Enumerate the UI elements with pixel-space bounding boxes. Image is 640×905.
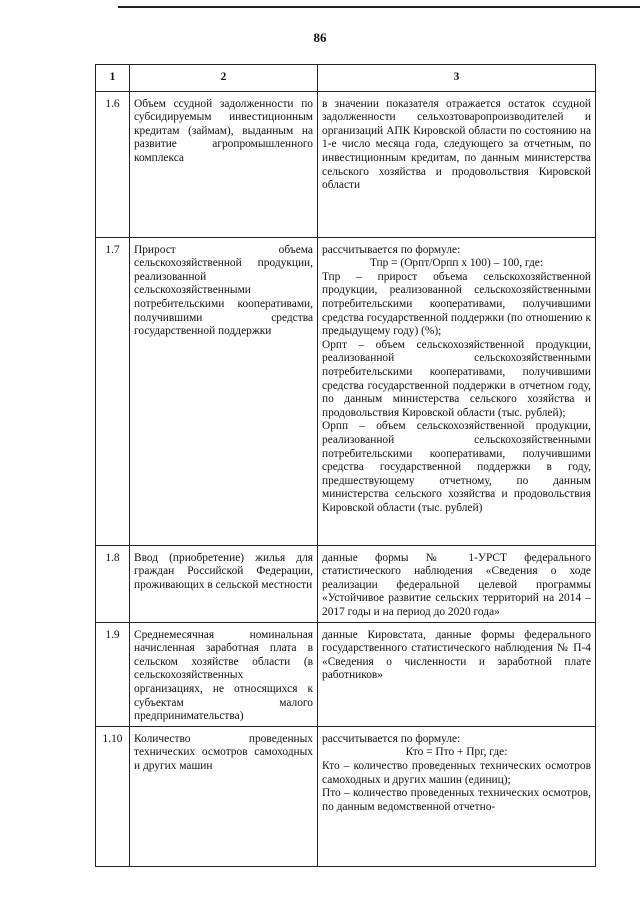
table-row xyxy=(96,237,596,545)
row-number: 1.7 xyxy=(96,237,130,545)
formula: Кто = Пто + Прг, где: xyxy=(405,746,508,759)
page-number: 86 xyxy=(313,30,327,45)
indicators-table xyxy=(95,64,596,867)
calculation-method xyxy=(318,91,596,237)
table-row xyxy=(96,726,596,866)
row-number: 1.9 xyxy=(96,622,130,726)
table-row xyxy=(96,91,596,237)
calculation-method xyxy=(318,622,596,726)
indicator-name: Количество проведенных технических осмотров самоходных и других машин xyxy=(130,726,318,866)
calculation-method xyxy=(318,545,596,622)
calculation-method xyxy=(318,726,596,866)
indicator-name: Объем ссудной задолженности по субсидируемым инвестиционным кредитам (займам), выданным на развитие агропромышленного комплекса xyxy=(130,91,318,237)
method-text: данные Кировстата, данные формы федерального государственного статистического наблюдения № П-4 «Сведения о численности и заработной плате работников» xyxy=(322,628,591,682)
formula: Тпр = (Орпт/Орпп х 100) – 100, где: xyxy=(369,257,544,270)
header-cell-2: 2 xyxy=(130,65,318,92)
table-header-row xyxy=(96,65,596,92)
definition-pto: Пто – количество проведенных технических осмотров, по данным ведомственной отчетно- xyxy=(322,787,591,813)
row-number: 1.8 xyxy=(96,545,130,622)
table-row xyxy=(96,622,596,726)
indicator-name: Прирост объема сельскохозяйственной продукции, реализованной сельскохозяйственными потребительскими кооперативами, получившими средства государственной поддержки xyxy=(130,237,318,545)
row-number: 1.10 xyxy=(96,726,130,866)
method-text: в значении показателя отражается остаток ссудной задолженности сельхозтоваропроизводителей и организаций АПК Кировской области по состоянию на 1-е число месяца года, следующего за отчетным, по инвестиционным кредитам, по данным министерства сельского хозяйства и продовольствия Кировской области xyxy=(322,97,591,192)
definition-orpp: Орпп – объем сельскохозяйственной продукции, реализованной сельскохозяйственными потребительскими кооперативами, получившими средства государственной поддержки в году, предшествующему отчетному, по данным министерства сельского хозяйства и продовольствия Кировской области (тыс. рублей) xyxy=(322,420,591,514)
indicator-name: Среднемесячная номинальная начисленная заработная плата в сельском хозяйстве области (в сельскохозяйственных организациях, не относящихся к субъектам малого предпринимательства) xyxy=(130,622,318,726)
table-row xyxy=(96,545,596,622)
method-text: данные формы № 1-УРСТ федерального статистического наблюдения «Сведения о ходе реализации федеральной целевой программы «Устойчивое развитие сельских территорий на 2014 – 2017 годы и на период до 2020 года» xyxy=(322,551,591,618)
definition-tpr: Тпр – прирост объема сельскохозяйственной продукции, реализованной сельскохозяйственными потребительскими кооперативами, получившими средства государственной поддержки (по отношению к предыдущему году) (%); xyxy=(322,270,591,338)
header-cell-3: 3 xyxy=(318,65,596,92)
definition-orpt: Орпт – объем сельскохозяйственной продукции, реализованной сельскохозяйственными потребительскими кооперативами, получившими средства государственной поддержки в отчетном году, по данным министерства сельского хозяйства и продовольствия Кировской области (тыс. рублей); xyxy=(322,338,591,419)
definition-kto: Кто – количество проведенных технических осмотров самоходных и других машин (единиц); xyxy=(322,759,591,786)
header-rule xyxy=(118,6,640,8)
header-cell-1: 1 xyxy=(96,65,130,92)
method-intro: рассчитывается по формуле: xyxy=(322,732,461,745)
calculation-method xyxy=(318,237,596,545)
indicator-name: Ввод (приобретение) жилья для граждан Российской Федерации, проживающих в сельской местности xyxy=(130,545,318,622)
method-intro: рассчитывается по формуле: xyxy=(322,243,461,256)
row-number: 1.6 xyxy=(96,91,130,237)
